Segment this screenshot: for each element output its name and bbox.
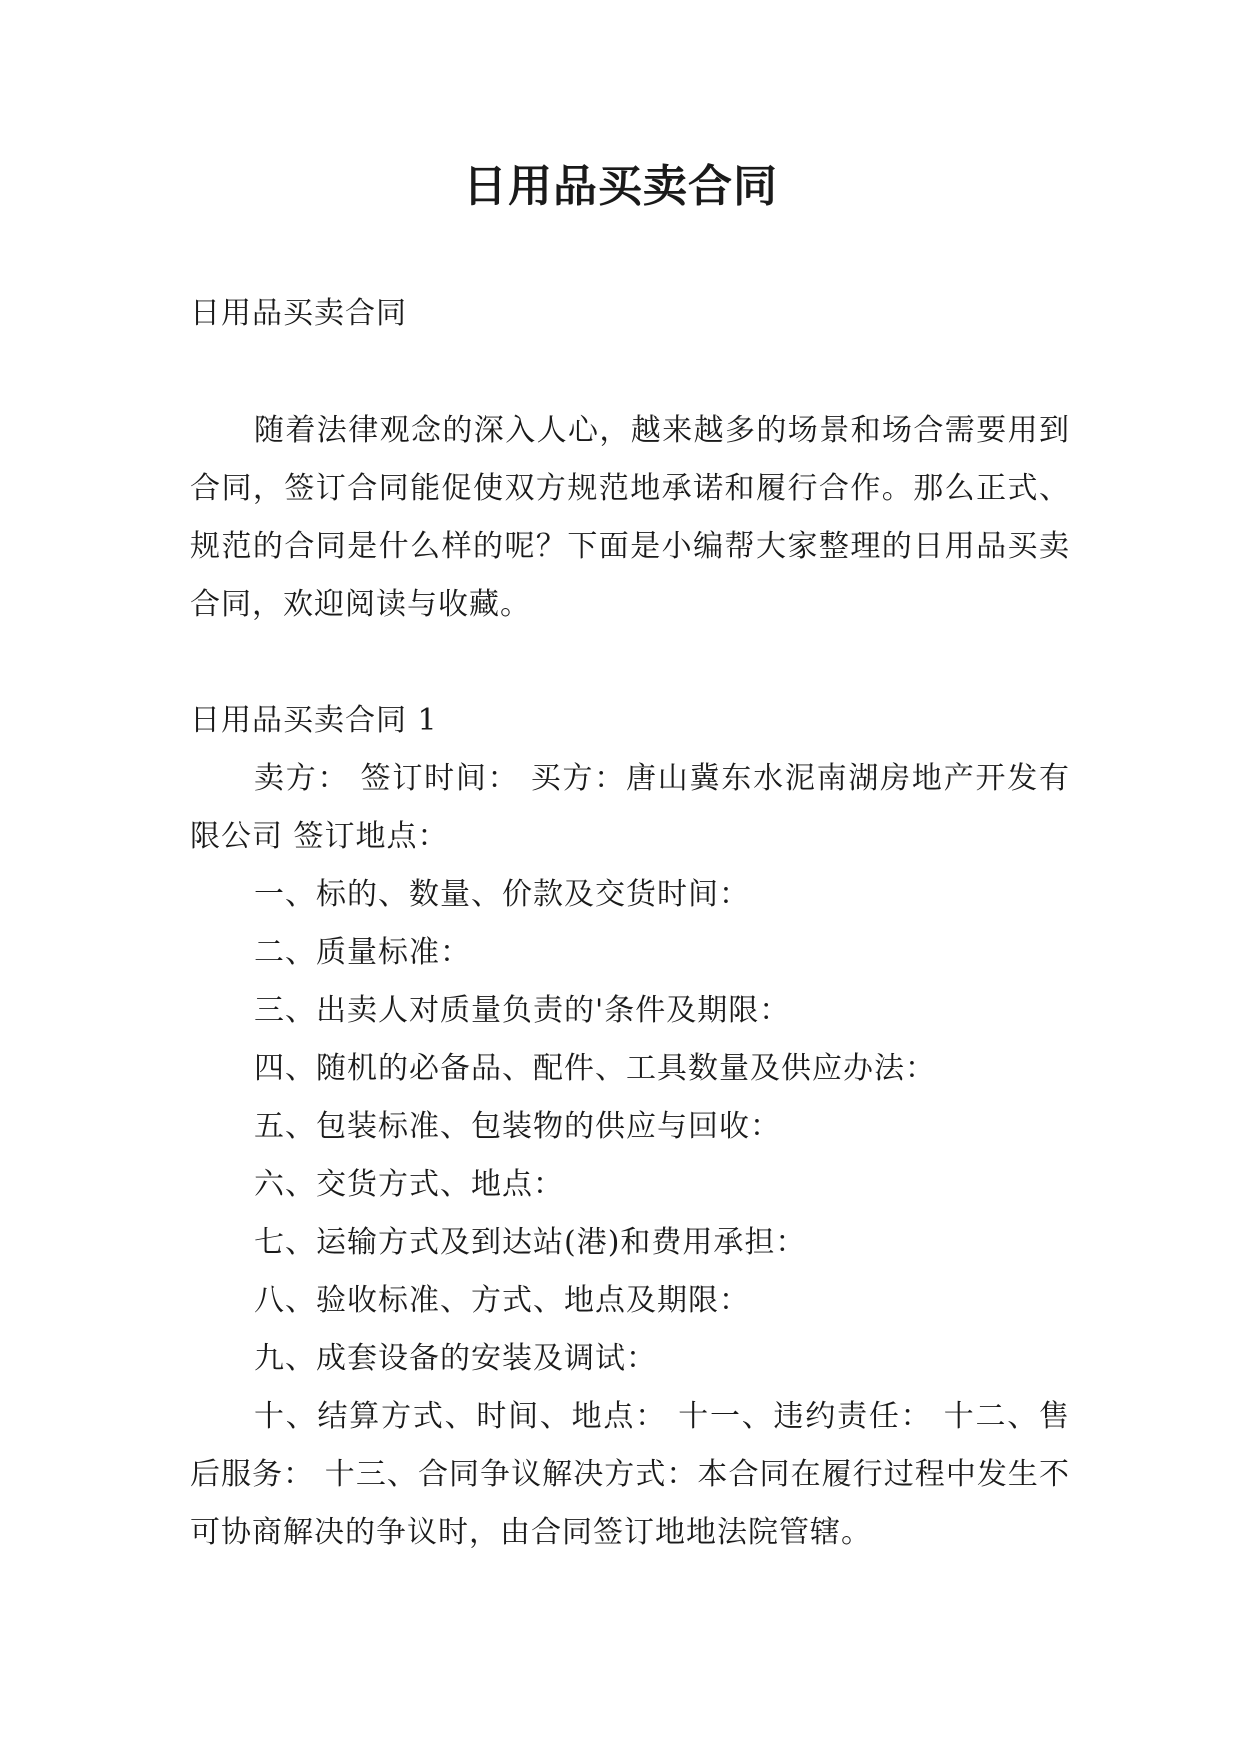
clause-6: 六、交货方式、地点： <box>254 1167 564 1202</box>
contract-section <box>190 692 1070 1562</box>
document-title: 日用品买卖合同 <box>463 161 778 212</box>
final-clause-paragraph: 十、结算方式、时间、地点： 十一、违约责任： 十二、售后服务： 十三、合同争议解决方式：本合同在履行过程中发生不可协商解决的争议时，由合同签订地地法院管辖。 <box>190 1399 1070 1550</box>
document-subtitle <box>190 285 1070 343</box>
clause-2: 二、质量标准： <box>254 935 471 970</box>
clause-8: 八、验收标准、方式、地点及期限： <box>254 1283 750 1318</box>
clause-7: 七、运输方式及到达站(港)和费用承担： <box>254 1225 807 1260</box>
clause-9: 九、成套设备的安装及调试： <box>254 1341 657 1376</box>
parties-paragraph: 卖方： 签订时间： 买方：唐山冀东水泥南湖房地产开发有限公司 签订地点： <box>190 761 1070 854</box>
intro-section <box>190 402 1070 634</box>
clause-1: 一、标的、数量、价款及交货时间： <box>254 877 750 912</box>
section-heading: 日用品买卖合同 1 <box>190 703 438 738</box>
intro-paragraph: 随着法律观念的深入人心，越来越多的场景和场合需要用到合同，签订合同能促使双方规范地承诺和履行合作。那么正式、规范的合同是什么样的呢？下面是小编帮大家整理的日用品买卖合同，欢迎阅读与收藏。 <box>190 413 1070 622</box>
subtitle-text: 日用品买卖合同 <box>190 296 407 331</box>
clause-5: 五、包装标准、包装物的供应与回收： <box>254 1109 781 1144</box>
clause-4: 四、随机的必备品、配件、工具数量及供应办法： <box>254 1051 936 1086</box>
clause-3: 三、出卖人对质量负责的'条件及期限： <box>254 993 791 1028</box>
